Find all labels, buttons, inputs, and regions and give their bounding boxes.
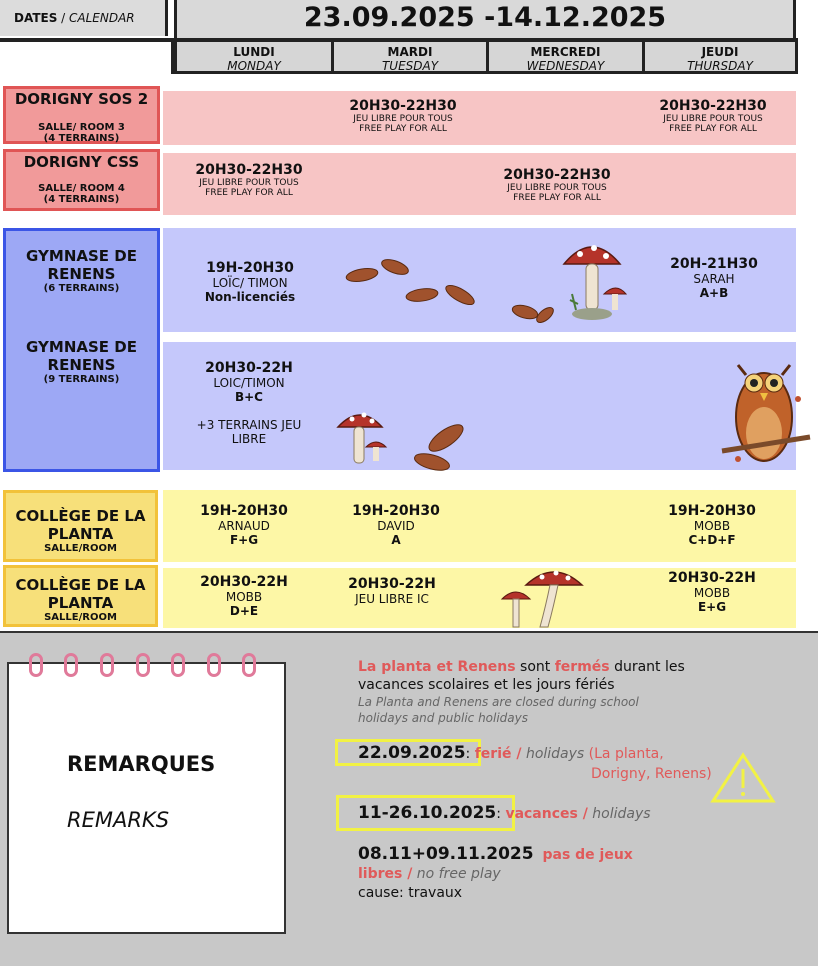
session-renens6-thursday	[636, 256, 792, 300]
day-fr: JEUDI	[701, 45, 739, 59]
venue-room: SALLE/ROOM	[44, 543, 117, 554]
day-monday	[174, 42, 331, 74]
spiral-ring-icon	[100, 653, 114, 677]
session-desc-fr: JEU LIBRE POUR TOUS	[353, 114, 453, 124]
venue-name-l1: GYMNASE DE	[26, 247, 137, 265]
spiral-ring-icon	[207, 653, 221, 677]
venue-name-l1: GYMNASE DE	[26, 338, 137, 356]
venue-room: SALLE/ ROOM 3	[38, 122, 125, 133]
session-group: E+G	[697, 600, 727, 614]
spiral-ring-icon	[136, 653, 150, 677]
session-time: 20H30-22H30	[349, 98, 457, 114]
session-css-monday	[172, 162, 326, 198]
session-extra-l2: LIBRE	[231, 432, 267, 446]
holiday-row-1: 22.09.2025: ferié / holidays (La planta,	[358, 743, 664, 763]
session-planta2-monday	[166, 574, 322, 618]
mushrooms-pair-icon	[500, 565, 586, 629]
leaves-pair-icon	[410, 420, 470, 475]
venue-renens-9	[6, 338, 157, 385]
spiral-ring-icon	[171, 653, 185, 677]
closure-mid1: sont	[515, 659, 555, 675]
session-time: 20H30-22H30	[503, 167, 611, 183]
holiday-note-l1: (La planta,	[588, 746, 664, 762]
session-planta1-monday	[166, 503, 322, 547]
venue-name: DORIGNY SOS 2	[14, 90, 149, 108]
autumn-leaves-icon	[340, 255, 560, 330]
owl-icon	[718, 355, 814, 473]
holiday-label-fr1: pas de jeux	[542, 847, 633, 863]
warning-icon	[710, 752, 776, 804]
day-fr: MERCREDI	[530, 45, 601, 59]
session-group: B+C	[234, 390, 263, 404]
venue-planta-1	[3, 490, 158, 562]
session-group: Non-licenciés	[204, 290, 296, 304]
session-sos2-tuesday	[326, 98, 480, 134]
venue-planta-2	[3, 565, 158, 627]
session-coach: LOIC/TIMON	[213, 376, 285, 390]
venue-room: SALLE/ROOM	[44, 612, 117, 623]
session-time: 20H30-22H	[200, 574, 288, 590]
day-fr: LUNDI	[233, 45, 275, 59]
venue-courts: (6 TERRAINS)	[43, 283, 120, 294]
calendar-text: CALENDAR	[69, 11, 135, 25]
closure-closed: fermés	[554, 659, 610, 675]
mushroom-icon	[558, 234, 628, 324]
closure-fr-line2: vacances scolaires et les jours fériés	[358, 677, 615, 693]
mushroom-small-icon	[334, 405, 389, 471]
holiday-label-fr2: libres /	[358, 866, 413, 882]
session-coach: MOBB	[225, 590, 263, 604]
session-planta2-thursday	[634, 570, 790, 614]
venue-dorigny-sos2	[3, 86, 160, 144]
venue-courts: (4 TERRAINS)	[43, 133, 120, 144]
venue-name-l2: RENENS	[47, 356, 116, 374]
venue-dorigny-css	[3, 149, 160, 211]
session-desc-fr: JEU LIBRE POUR TOUS	[663, 114, 763, 124]
session-coach: SARAH	[693, 272, 735, 286]
venue-name: DORIGNY CSS	[23, 153, 140, 171]
session-time: 20H30-22H	[348, 576, 436, 592]
venue-name-l1: COLLÈGE DE LA	[15, 576, 146, 594]
session-group: F+G	[229, 533, 259, 547]
session-planta1-thursday	[634, 503, 790, 547]
session-time: 20H30-22H	[668, 570, 756, 586]
session-coach: MOBB	[693, 519, 731, 533]
session-desc-en: FREE PLAY FOR ALL	[205, 188, 293, 198]
session-group: A+B	[699, 286, 729, 300]
session-coach: MOBB	[693, 586, 731, 600]
session-coach: DAVID	[377, 519, 415, 533]
holiday-row-3	[358, 845, 698, 903]
session-coach: ARNAUD	[218, 519, 270, 533]
holiday-label-fr: vacances /	[505, 806, 588, 822]
session-time: 20H-21H30	[670, 256, 758, 272]
holiday-label-fr: ferié /	[474, 746, 522, 762]
day-en: WEDNESDAY	[526, 59, 605, 73]
holiday-label-en: holidays	[525, 746, 585, 762]
holiday-cause: cause: travaux	[358, 885, 463, 901]
venue-name-l2: PLANTA	[47, 525, 114, 543]
session-time: 19H-20H30	[200, 503, 288, 519]
session-time: 20H30-22H	[205, 360, 293, 376]
session-desc-en: FREE PLAY FOR ALL	[669, 124, 757, 134]
holiday-date: 11-26.10.2025	[358, 803, 497, 823]
session-sos2-thursday	[636, 98, 790, 134]
session-desc-fr: JEU LIBRE POUR TOUS	[507, 183, 607, 193]
remarks-subtitle: REMARKS	[67, 808, 170, 832]
session-desc-fr: JEU LIBRE POUR TOUS	[199, 178, 299, 188]
day-thursday	[642, 42, 798, 74]
day-en: TUESDAY	[381, 59, 439, 73]
spiral-ring-icon	[242, 653, 256, 677]
session-extra-l1: +3 TERRAINS JEU	[196, 418, 302, 432]
holiday-note-l2: Dorigny, Renens)	[591, 766, 712, 782]
session-group: A	[391, 533, 401, 547]
holiday-label-en: no free play	[416, 866, 501, 882]
session-time: 20H30-22H30	[195, 162, 303, 178]
closure-en-line2: holidays and public holidays	[358, 711, 529, 725]
venue-name-l2: RENENS	[47, 265, 116, 283]
closure-mid2: durant les	[609, 659, 685, 675]
page-title: 23.09.2025 -14.12.2025	[174, 0, 796, 38]
session-planta1-tuesday	[318, 503, 474, 547]
session-renens9-monday	[170, 360, 328, 446]
day-tuesday	[331, 42, 486, 74]
session-group: C+D+F	[688, 533, 736, 547]
venue-renens-6	[6, 247, 157, 294]
spiral-ring-icon	[29, 653, 43, 677]
day-fr: MARDI	[387, 45, 433, 59]
day-wednesday	[486, 42, 642, 74]
holiday-date: 08.11+09.11.2025	[358, 844, 534, 864]
session-time: 19H-20H30	[206, 260, 294, 276]
venue-renens	[3, 228, 160, 472]
holiday-row-3-line2	[358, 865, 698, 884]
venue-room: SALLE/ ROOM 4	[38, 183, 125, 194]
header-left-gap	[0, 42, 174, 74]
venue-name-l2: PLANTA	[47, 594, 114, 612]
holiday-row-3-line1	[358, 845, 698, 865]
session-coach: JEU LIBRE IC	[355, 592, 429, 606]
session-css-wednesday	[480, 167, 634, 203]
spiral-ring-icon	[64, 653, 78, 677]
closure-en-line1: La Planta and Renens are closed during school	[358, 695, 639, 709]
dates-text: DATES	[14, 11, 58, 25]
session-coach: LOÏC/ TIMON	[212, 276, 288, 290]
session-time: 19H-20H30	[668, 503, 756, 519]
session-desc-en: FREE PLAY FOR ALL	[359, 124, 447, 134]
session-renens6-monday	[172, 260, 328, 304]
session-time: 19H-20H30	[352, 503, 440, 519]
session-group: D+E	[229, 604, 259, 618]
holiday-row-2: 11-26.10.2025: vacances / holidays	[358, 803, 651, 823]
session-planta2-tuesday	[314, 576, 470, 606]
remarks-notepad	[7, 662, 286, 934]
holiday-label-en: holidays	[592, 806, 651, 822]
closure-venues: La planta et Renens	[358, 659, 516, 675]
venue-name-l1: COLLÈGE DE LA	[15, 507, 146, 525]
day-en: MONDAY	[227, 59, 281, 73]
session-desc-en: FREE PLAY FOR ALL	[513, 193, 601, 203]
venue-courts: (9 TERRAINS)	[43, 374, 120, 385]
holiday-date: 22.09.2025	[358, 743, 466, 763]
remarks-title: REMARQUES	[67, 752, 216, 776]
dates-label: DATES / CALENDAR	[0, 0, 168, 36]
day-en: THURSDAY	[687, 59, 753, 73]
closure-fr-line1	[358, 658, 788, 676]
session-time: 20H30-22H30	[659, 98, 767, 114]
venue-courts: (4 TERRAINS)	[43, 194, 120, 205]
closure-note	[358, 658, 788, 726]
